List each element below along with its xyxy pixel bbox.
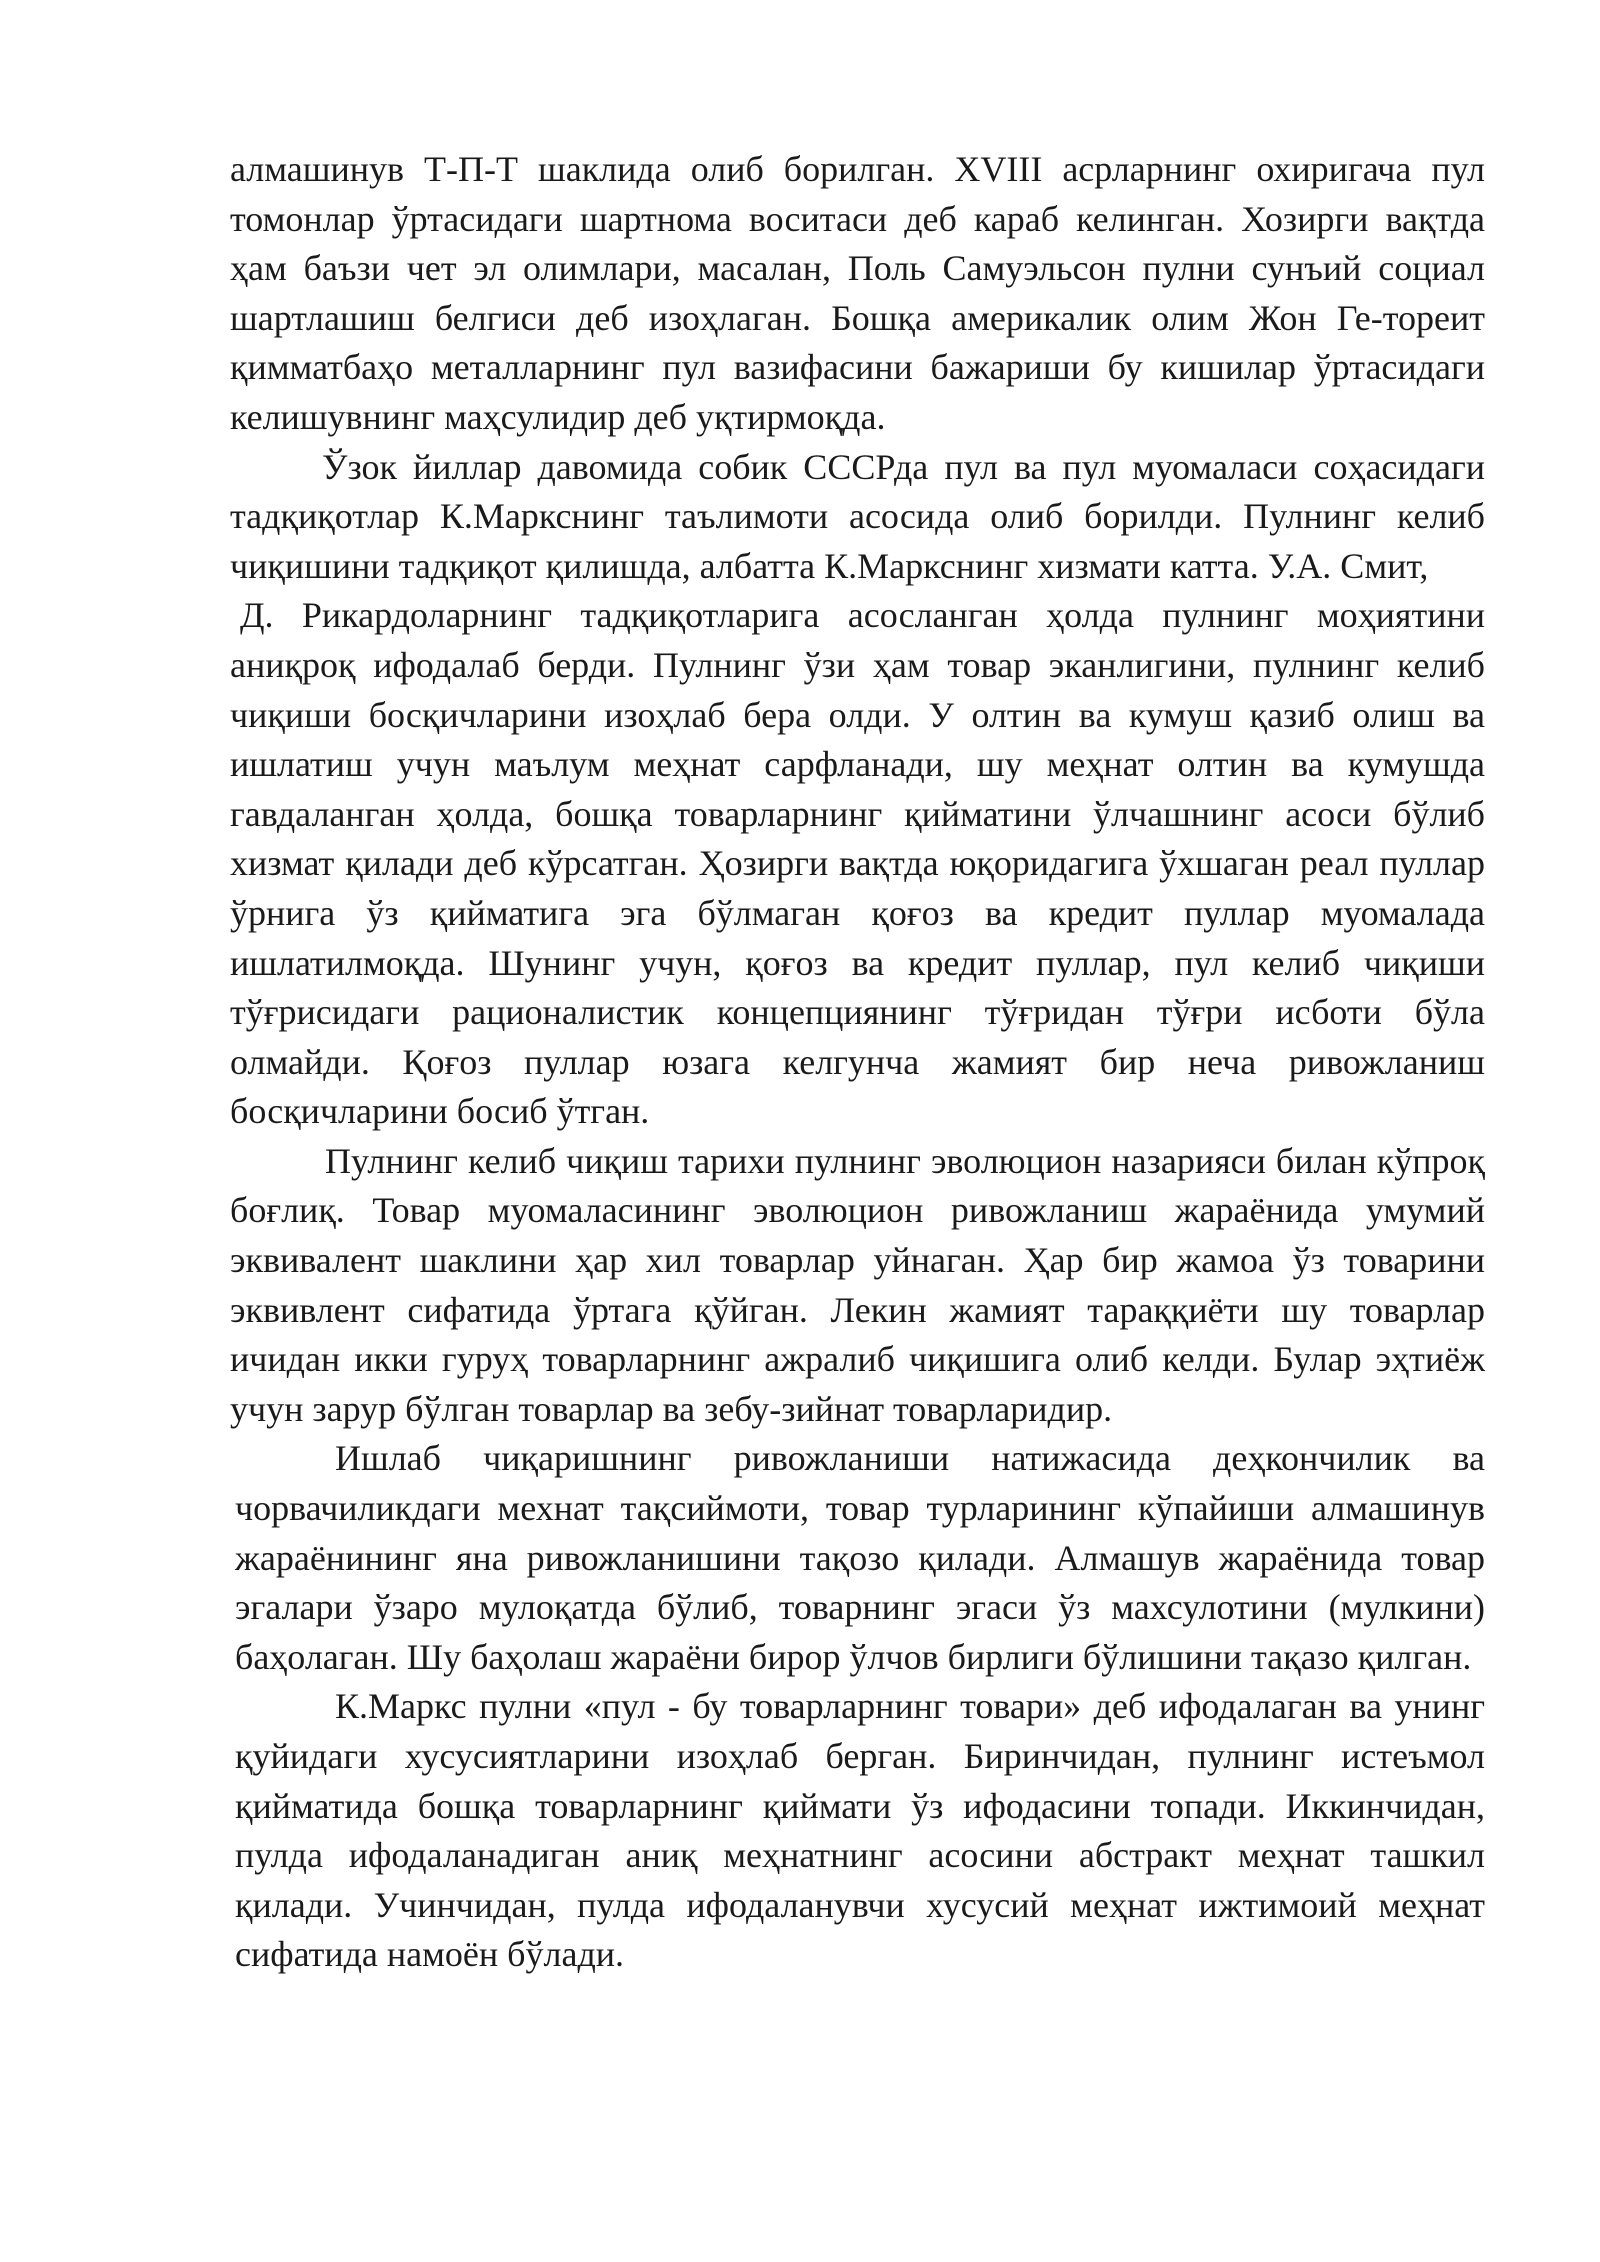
paragraph-1: алмашинув Т-П-Т шаклида олиб борилган. XVIII асрларнинг охиригача пул томонлар ўртасидаги шартнома воситаси деб караб келинган. Хозирги вақтда ҳам баъзи чет эл олимлари, масалан, Поль Самуэльсон пулни сунъий социал шартлашиш белгиси деб изоҳлаган. Бошқа америкалик олим Жон Ге-тореит қимматбаҳо металларнинг пул вазифасини бажариши бу кишилар ўртасидаги келишувнинг маҳсулидир деб уқтирмоқда. (230, 149, 1485, 437)
paragraph-6: К.Маркс пулни «пул - бу товарларнинг товари» деб ифодалаган ва унинг қуйидаги хусусиятларини изоҳлаб берган. Биринчидан, пулнинг истеъмол қийматида бошқа товарларнинг қиймати ўз ифодасини топади. Иккинчидан, пулда ифодаланадиган аниқ меҳнатнинг асосини абстракт меҳнат ташкил қилади. Учинчидан, пулда ифодаланувчи хусусий меҳнат ижтимоий меҳнат сифатида намоён бўлади. (235, 1686, 1485, 1975)
paragraph-3: Д. Рикардоларнинг тадқиқотларига асосланган ҳолда пулнинг моҳиятини аниқроқ ифодалаб берди. Пулнинг ўзи ҳам товар эканлигини, пулнинг келиб чиқиши босқичларини изоҳлаб бера олди. У олтин ва кумуш қазиб олиш ва ишлатиш учун маълум меҳнат сарфланади, шу меҳнат олтин ва кумушда гавдаланган ҳолда, бошқа товарларнинг қийматини ўлчашнинг асоси бўлиб хизмат қилади деб кўрсатган. Ҳозирги вақтда юқоридагига ўхшаган реал пуллар ўрнига ўз қийматига эга бўлмаган қоғоз ва кредит пуллар муомалада ишлатилмоқда. Шунинг учун, қоғоз ва кредит пуллар, пул келиб чиқиши тўғрисидаги рационалистик концепциянинг тўғридан тўғри исботи бўла олмайди. Қоғоз пуллар юзага келгунча жамият бир неча ривожланиш босқичларини босиб ўтган. (230, 595, 1485, 1132)
paragraph-5: Ишлаб чиқаришнинг ривожланиши натижасида деҳкончилик ва чорвачиликдаги мехнат тақсиймоти, товар турларининг кўпайиши алмашинув жараёнининг яна ривожланишини тақозо қилади. Алмашув жараёнида товар эгалари ўзаро мулоқатда бўлиб, товарнинг эгаси ўз махсулотини (мулкини) баҳолаган. Шу баҳолаш жараёни бирор ўлчов бирлиги бўлишини тақазо қилган. (235, 1438, 1485, 1677)
paragraph-2: Ўзок йиллар давомида собик СССРда пул ва пул муомаласи соҳасидаги тадқиқотлар К.Маркснинг таълимоти асосида олиб борилди. Пулнинг келиб чиқишини тадқиқот қилишда, албатта К.Маркснинг хизмати катта. У.А. Смит, (230, 446, 1485, 586)
document-page (230, 145, 1485, 1980)
paragraph-4: Пулнинг келиб чиқиш тарихи пулнинг эволюцион назарияси билан кўпроқ боғлиқ. Товар муомаласининг эволюцион ривожланиш жараёнида умумий эквивалент шаклини ҳар хил товарлар уйнаган. Ҳар бир жамоа ўз товарини эквивлент сифатида ўртага қўйган. Лекин жамият тараққиёти шу товарлар ичидан икки гуруҳ товарларнинг ажралиб чиқишига олиб келди. Булар эҳтиёж учун зарур бўлган товарлар ва зебу-зийнат товарларидир. (230, 1140, 1485, 1429)
